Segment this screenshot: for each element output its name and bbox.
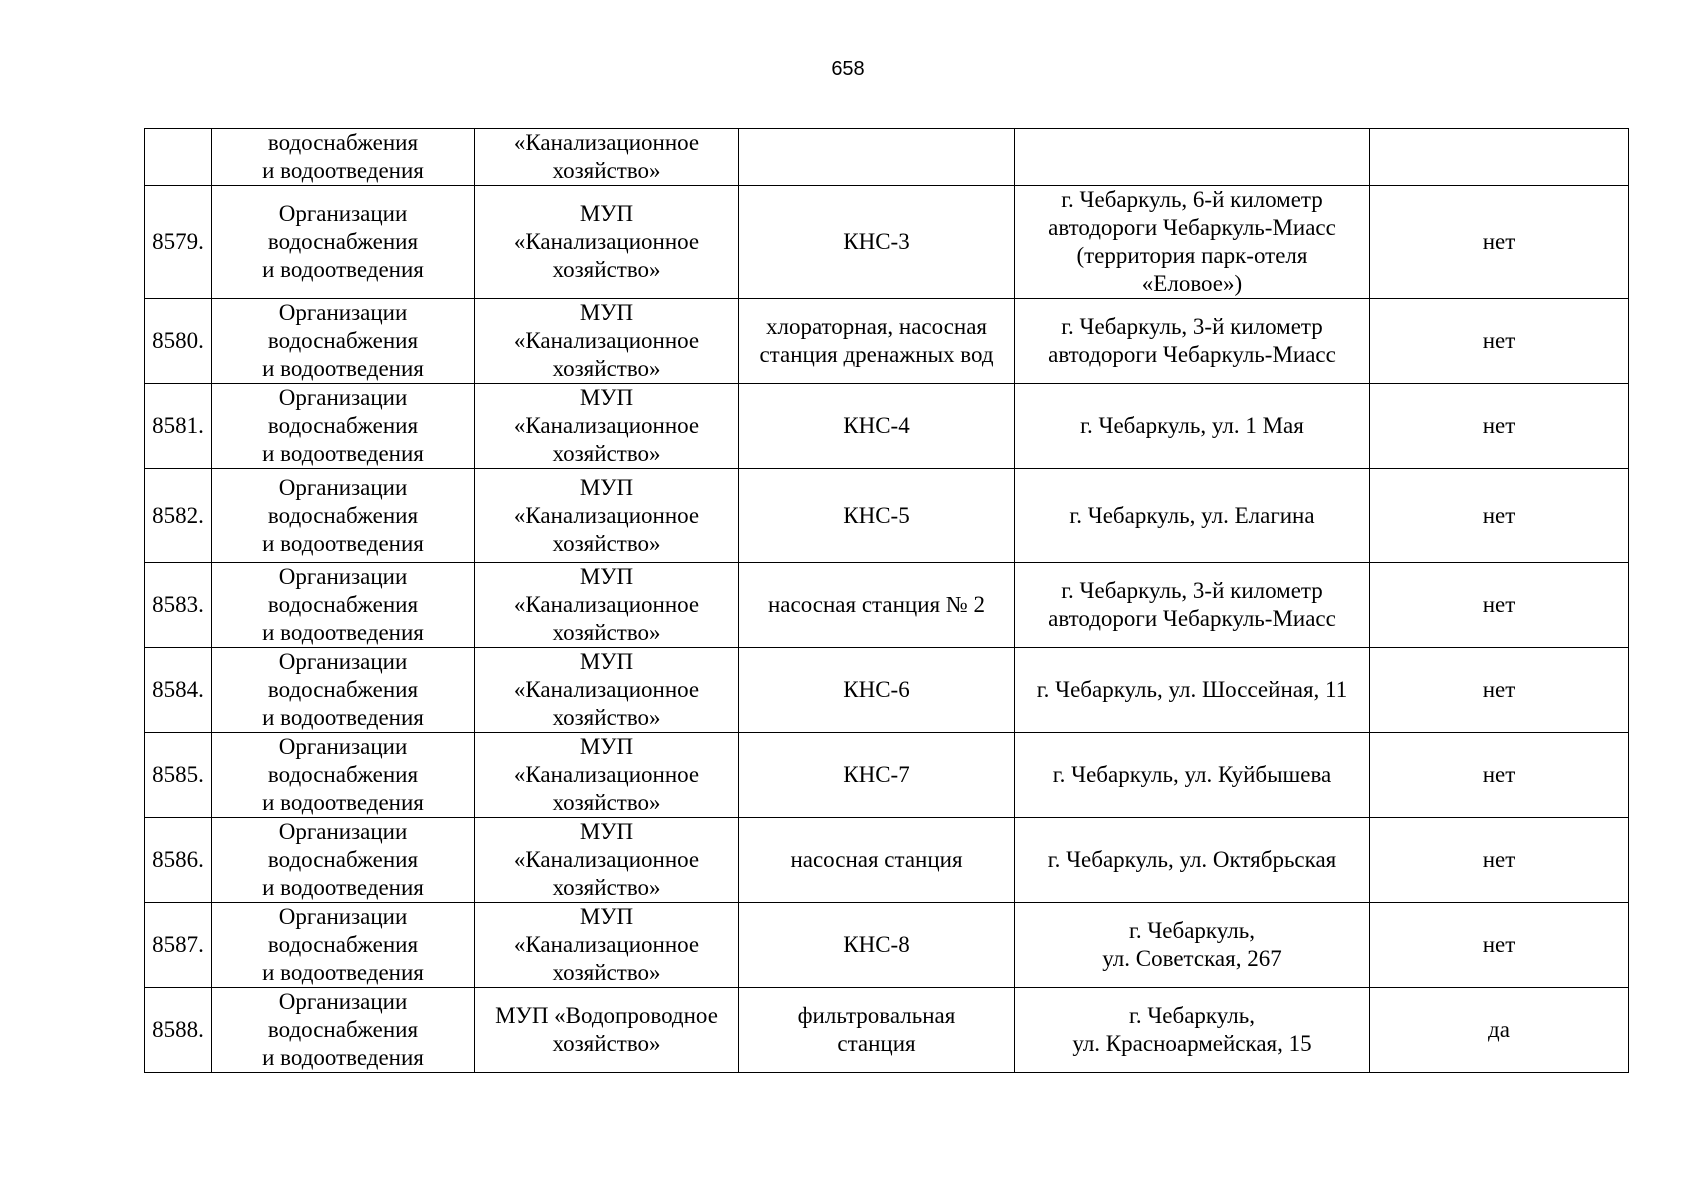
object-cell: КНС-4 [739, 384, 1015, 469]
address-cell: г. Чебаркуль, 3-й километр автодороги Чебаркуль-Миасс [1015, 299, 1370, 384]
row-number-cell: 8586. [145, 818, 212, 903]
organization-cell: МУП «Канализационное хозяйство» [475, 733, 739, 818]
organization-cell: МУП «Канализационное хозяйство» [475, 384, 739, 469]
row-number-cell: 8585. [145, 733, 212, 818]
organization-cell: МУП «Канализационное хозяйство» [475, 648, 739, 733]
table-row [145, 648, 1629, 733]
row-number-cell: 8587. [145, 903, 212, 988]
object-cell: хлораторная, насосная станция дренажных вод [739, 299, 1015, 384]
category-cell: Организации водоснабжения и водоотведения [212, 648, 475, 733]
object-cell: КНС-8 [739, 903, 1015, 988]
registry-table [144, 128, 1629, 1073]
address-cell: г. Чебаркуль, ул. Красноармейская, 15 [1015, 988, 1370, 1073]
flag-cell [1370, 129, 1629, 186]
table-row [145, 988, 1629, 1073]
row-number-cell [145, 129, 212, 186]
flag-cell: нет [1370, 563, 1629, 648]
table-row [145, 299, 1629, 384]
flag-cell: нет [1370, 648, 1629, 733]
organization-cell: МУП «Канализационное хозяйство» [475, 563, 739, 648]
table-row [145, 818, 1629, 903]
flag-cell: нет [1370, 903, 1629, 988]
table-row [145, 903, 1629, 988]
organization-cell: МУП «Канализационное хозяйство» [475, 903, 739, 988]
table-row [145, 129, 1629, 186]
organization-cell: МУП «Канализационное хозяйство» [475, 818, 739, 903]
flag-cell: нет [1370, 299, 1629, 384]
table-row [145, 469, 1629, 563]
category-cell: Организации водоснабжения и водоотведения [212, 903, 475, 988]
table-row [145, 563, 1629, 648]
row-number-cell: 8579. [145, 186, 212, 299]
flag-cell: нет [1370, 733, 1629, 818]
row-number-cell: 8584. [145, 648, 212, 733]
object-cell: насосная станция № 2 [739, 563, 1015, 648]
table-row [145, 733, 1629, 818]
category-cell: водоснабжения и водоотведения [212, 129, 475, 186]
address-cell: г. Чебаркуль, ул. Октябрьская [1015, 818, 1370, 903]
category-cell: Организации водоснабжения и водоотведения [212, 186, 475, 299]
address-cell: г. Чебаркуль, ул. Советская, 267 [1015, 903, 1370, 988]
object-cell: насосная станция [739, 818, 1015, 903]
object-cell: фильтровальная станция [739, 988, 1015, 1073]
address-cell: г. Чебаркуль, ул. 1 Мая [1015, 384, 1370, 469]
address-cell: г. Чебаркуль, 6-й километр автодороги Чебаркуль-Миасс (территория парк-отеля «Еловое») [1015, 186, 1370, 299]
flag-cell: нет [1370, 384, 1629, 469]
organization-cell: «Канализационное хозяйство» [475, 129, 739, 186]
category-cell: Организации водоснабжения и водоотведения [212, 988, 475, 1073]
object-cell: КНС-6 [739, 648, 1015, 733]
category-cell: Организации водоснабжения и водоотведения [212, 563, 475, 648]
object-cell: КНС-3 [739, 186, 1015, 299]
category-cell: Организации водоснабжения и водоотведения [212, 469, 475, 563]
organization-cell: МУП «Канализационное хозяйство» [475, 469, 739, 563]
row-number-cell: 8580. [145, 299, 212, 384]
row-number-cell: 8588. [145, 988, 212, 1073]
row-number-cell: 8582. [145, 469, 212, 563]
category-cell: Организации водоснабжения и водоотведения [212, 384, 475, 469]
row-number-cell: 8581. [145, 384, 212, 469]
object-cell [739, 129, 1015, 186]
table-row [145, 186, 1629, 299]
category-cell: Организации водоснабжения и водоотведения [212, 818, 475, 903]
flag-cell: нет [1370, 469, 1629, 563]
object-cell: КНС-5 [739, 469, 1015, 563]
address-cell: г. Чебаркуль, ул. Елагина [1015, 469, 1370, 563]
page-number: 658 [831, 58, 865, 80]
row-number-cell: 8583. [145, 563, 212, 648]
address-cell [1015, 129, 1370, 186]
object-cell: КНС-7 [739, 733, 1015, 818]
address-cell: г. Чебаркуль, ул. Куйбышева [1015, 733, 1370, 818]
flag-cell: да [1370, 988, 1629, 1073]
flag-cell: нет [1370, 818, 1629, 903]
flag-cell: нет [1370, 186, 1629, 299]
category-cell: Организации водоснабжения и водоотведения [212, 299, 475, 384]
organization-cell: МУП «Водопроводное хозяйство» [475, 988, 739, 1073]
category-cell: Организации водоснабжения и водоотведения [212, 733, 475, 818]
address-cell: г. Чебаркуль, 3-й километр автодороги Чебаркуль-Миасс [1015, 563, 1370, 648]
address-cell: г. Чебаркуль, ул. Шоссейная, 11 [1015, 648, 1370, 733]
organization-cell: МУП «Канализационное хозяйство» [475, 186, 739, 299]
organization-cell: МУП «Канализационное хозяйство» [475, 299, 739, 384]
table-row [145, 384, 1629, 469]
